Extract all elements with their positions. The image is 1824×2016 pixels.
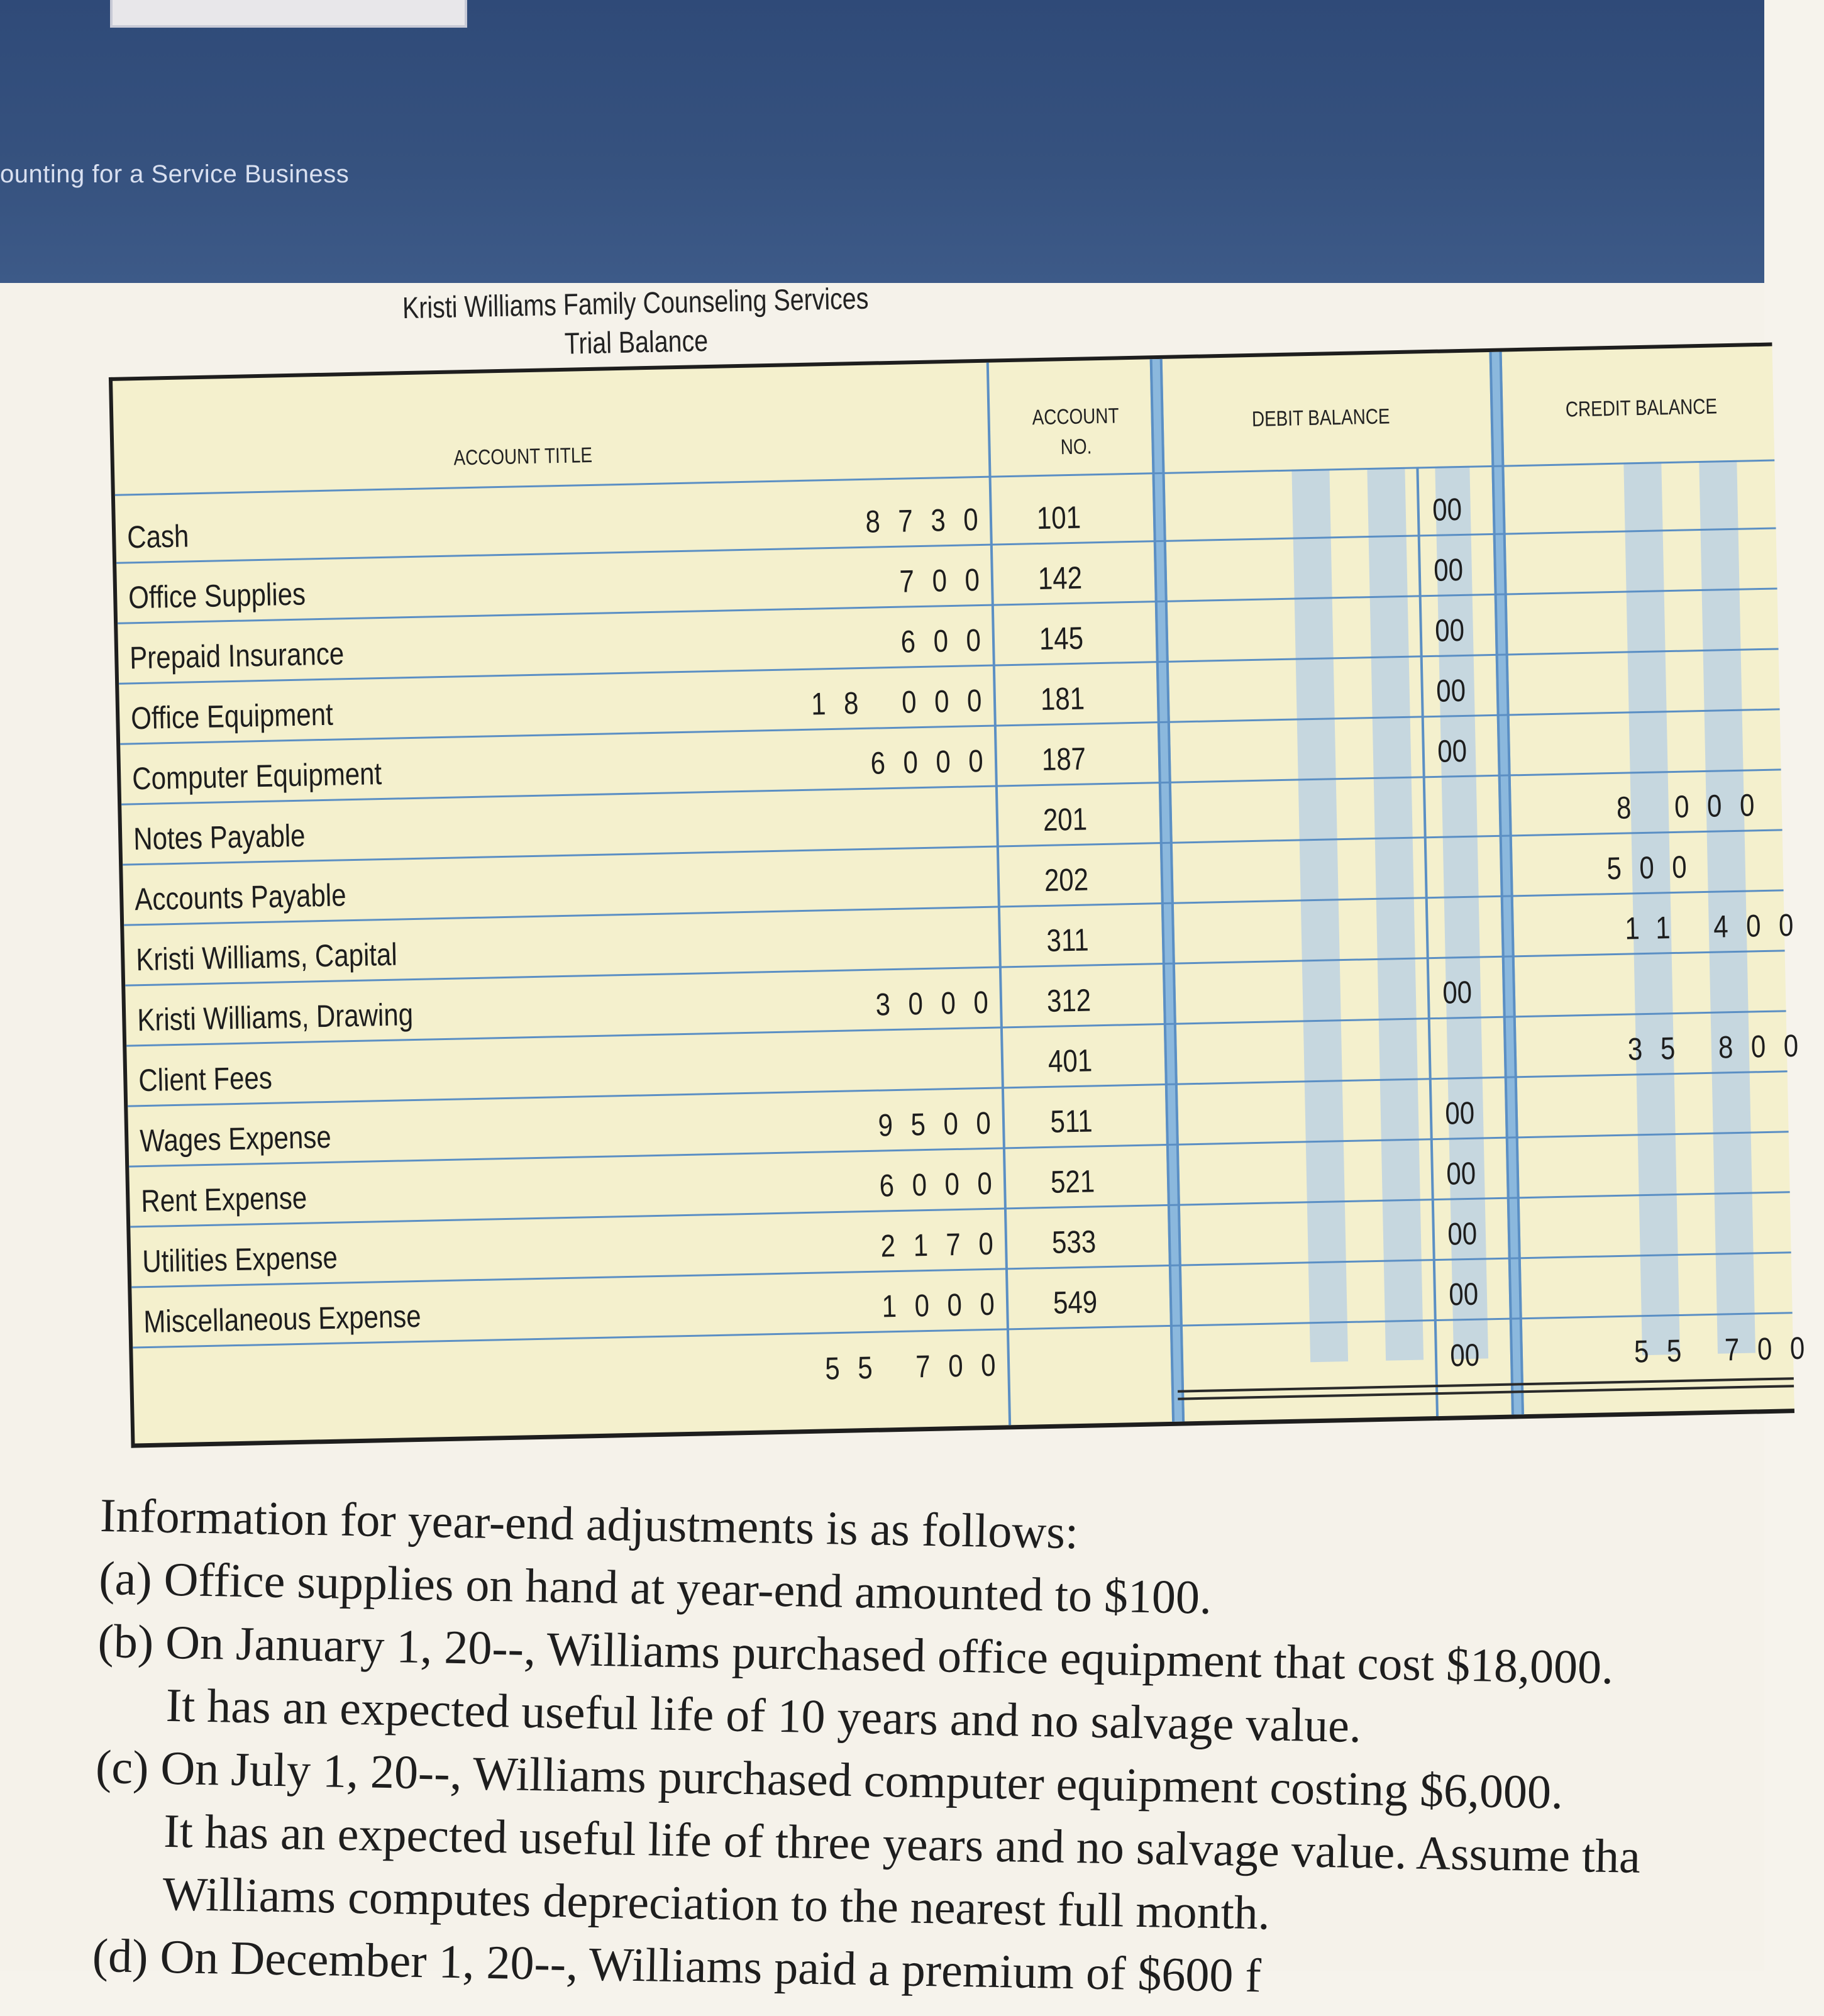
debit-amount: 9500	[877, 1105, 1009, 1143]
account-number: 142	[1037, 560, 1083, 597]
account-number: 101	[1036, 499, 1081, 536]
total-debit-cents: 00	[1449, 1337, 1480, 1373]
account-number: 511	[1049, 1103, 1093, 1139]
account-title: Notes Payable	[133, 817, 306, 857]
debit-cents: 00	[1447, 1216, 1478, 1252]
report-name: Trial Balance	[564, 324, 709, 361]
running-head: ounting for a Service Business	[0, 160, 350, 188]
info-item-a: (a) Office supplies on hand at year-end amounted to $100.	[98, 1551, 1212, 1624]
debit-amount: 18 000	[810, 682, 1000, 722]
account-title: Prepaid Insurance	[129, 636, 345, 676]
debit-amount: 2170	[880, 1226, 1012, 1264]
account-number: 549	[1053, 1284, 1098, 1321]
debit-amount: 700	[898, 562, 998, 599]
account-title: Kristi Williams, Drawing	[136, 997, 414, 1038]
account-title: Wages Expense	[139, 1119, 332, 1159]
account-title: Utilities Expense	[141, 1239, 338, 1280]
account-number: 401	[1047, 1043, 1093, 1079]
debit-cents: 00	[1442, 974, 1473, 1011]
debit-cents: 00	[1435, 672, 1466, 709]
info-item-c: (c) On July 1, 20--, Williams purchased computer equipment costing $6,000.	[95, 1740, 1564, 1819]
form-body	[109, 343, 1823, 1448]
debit-cents: 00	[1433, 551, 1464, 588]
info-item-b-cont: It has an expected useful life of 10 years and no salvage value.	[165, 1678, 1362, 1753]
total-double-rule-2	[1178, 1385, 1794, 1400]
adjustment-info	[92, 1484, 1767, 2016]
account-number: 181	[1040, 680, 1085, 717]
debit-cents: 00	[1448, 1276, 1479, 1312]
company-name: Kristi Williams Family Counseling Services	[402, 282, 869, 326]
account-number: 521	[1050, 1163, 1095, 1200]
debit-cents: 00	[1437, 733, 1467, 769]
credit-amount: 8 000	[1616, 787, 1773, 826]
debit-cents: 00	[1432, 491, 1462, 528]
header-credit: CREDIT BALANCE	[1565, 394, 1718, 422]
account-number: 311	[1046, 922, 1090, 958]
account-title: Client Fees	[138, 1060, 273, 1099]
account-number: 145	[1039, 620, 1084, 657]
header-account-title: ACCOUNT TITLE	[453, 443, 593, 470]
debit-cents: 00	[1445, 1155, 1476, 1192]
credit-amount: 35 800	[1627, 1027, 1817, 1067]
account-number: 187	[1041, 741, 1086, 778]
debit-amount: 6000	[870, 743, 1002, 781]
account-number: 312	[1046, 982, 1092, 1019]
total-credit: 55 700	[1633, 1330, 1823, 1370]
account-title: Miscellaneous Expense	[143, 1298, 422, 1340]
header-debit: DEBIT BALANCE	[1251, 404, 1390, 431]
info-item-c-cont-1: It has an expected useful life of three years and no salvage value. Assume tha	[163, 1804, 1641, 1883]
debit-amount: 600	[900, 622, 999, 660]
trial-balance-form	[107, 255, 1823, 1440]
debit-amount: 3000	[875, 984, 1007, 1022]
account-title: Cash	[126, 518, 189, 555]
page-header-band	[0, 0, 1764, 283]
info-item-d: (d) On December 1, 20--, Williams paid a premium of $600 f	[92, 1929, 1262, 2003]
info-item-b: (b) On January 1, 20--, Williams purchased office equipment that cost $18,000.	[97, 1614, 1614, 1695]
credit-amount: 500	[1606, 848, 1705, 887]
top-tab	[110, 0, 467, 28]
account-number: 202	[1044, 861, 1089, 898]
info-heading: Information for year-end adjustments is as follows:	[99, 1488, 1079, 1559]
account-title: Accounts Payable	[134, 877, 347, 917]
total-debit: 55 700	[824, 1347, 1014, 1387]
account-number: 201	[1042, 801, 1088, 838]
header-account-no-2: NO.	[1060, 435, 1092, 460]
account-title: Office Supplies	[128, 576, 306, 616]
debit-cents: 00	[1444, 1095, 1475, 1131]
debit-cents: 00	[1434, 612, 1465, 648]
debit-amount: 8730	[865, 501, 997, 540]
account-title: Kristi Williams, Capital	[135, 936, 398, 978]
debit-amount: 1000	[881, 1286, 1013, 1324]
account-title: Rent Expense	[140, 1180, 307, 1219]
info-item-c-cont-2: Williams computes depreciation to the nearest full month.	[162, 1867, 1271, 1940]
credit-amount: 11 400	[1624, 907, 1812, 946]
account-number: 533	[1051, 1224, 1097, 1260]
header-account-no-1: ACCOUNT	[1032, 404, 1119, 430]
account-title: Computer Equipment	[131, 756, 382, 797]
debit-amount: 6000	[878, 1165, 1010, 1204]
account-title: Office Equipment	[130, 696, 334, 736]
